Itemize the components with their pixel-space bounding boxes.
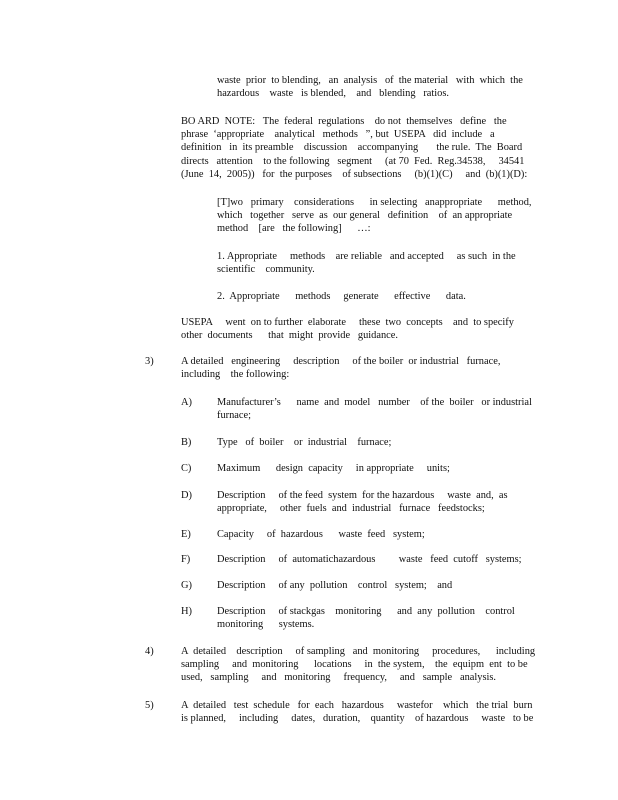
usepa-note-paragraph bbox=[181, 316, 521, 342]
subitem-text bbox=[217, 462, 535, 475]
list-item-number: 4) bbox=[145, 646, 154, 657]
text-line: [T]wo primary considerations in selecting anappropriate method, bbox=[217, 197, 532, 208]
list-item-text bbox=[181, 355, 521, 381]
text-line: 2. Appropriate methods generate effective data. bbox=[217, 291, 466, 302]
text-line: (June 14, 2005)) for the purposes of subsections (b)(1)(C) and (b)(1)(D): bbox=[181, 168, 528, 180]
text-line: scientific community. bbox=[217, 264, 315, 276]
subitem-label: A) bbox=[181, 397, 192, 408]
text-line: BO ARD NOTE: The federal regulations do not themselves define the bbox=[181, 116, 507, 127]
text-line: Description of automatichazardous waste feed cutoff systems; bbox=[217, 554, 522, 565]
text-line: hazardous waste is blended, and blending ratios. bbox=[217, 88, 450, 100]
list-item-number: 3) bbox=[145, 356, 154, 367]
text-line: Manufacturer’s name and model number of the boiler or industrial bbox=[217, 397, 532, 408]
subitem-text bbox=[217, 579, 535, 592]
text-line: A detailed description of sampling and monitoring procedures, including bbox=[181, 646, 536, 657]
list-item-text bbox=[181, 645, 536, 685]
text-line: definition in its preamble discussion accompanying the rule. The Board bbox=[181, 142, 523, 154]
text-line: Description of stackgas monitoring and any pollution control bbox=[217, 606, 515, 617]
subitem-text bbox=[217, 553, 535, 566]
subitem-label: G) bbox=[181, 580, 192, 591]
text-line: sampling and monitoring locations in the system, the equipm ent to be bbox=[181, 659, 528, 671]
text-line: Description of any pollution control system; and bbox=[217, 580, 453, 591]
subitem-label: C) bbox=[181, 463, 192, 474]
text-line: is planned, including dates, duration, quantity of hazardous waste to be bbox=[181, 713, 534, 725]
list-item-number: 5) bbox=[145, 700, 154, 711]
block-quote-item bbox=[217, 290, 527, 303]
continuation-paragraph bbox=[217, 74, 535, 100]
subitem-text bbox=[217, 396, 535, 422]
subitem-label: H) bbox=[181, 606, 192, 617]
text-line: which together serve as our general definition of an appropriate bbox=[217, 210, 513, 222]
text-line: 1. Appropriate methods are reliable and accepted as such in the bbox=[217, 251, 516, 262]
text-line: including the following: bbox=[181, 369, 290, 381]
text-line: method [are the following] …: bbox=[217, 223, 371, 235]
text-line: phrase ‘appropriate analytical methods ”, but USEPA did include a bbox=[181, 129, 495, 141]
text-line: directs attention to the following segment (at 70 Fed. Reg.34538, 34541 bbox=[181, 155, 525, 167]
subitem-label: E) bbox=[181, 529, 191, 540]
board-note-paragraph bbox=[181, 115, 528, 181]
text-line: Description of the feed system for the hazardous waste and, as bbox=[217, 490, 508, 501]
text-line: Capacity of hazardous waste feed system; bbox=[217, 529, 425, 540]
subitem-label: B) bbox=[181, 437, 192, 448]
block-quote-item bbox=[217, 250, 527, 276]
text-line: USEPA went on to further elaborate these two concepts and to specify bbox=[181, 317, 514, 328]
text-line: Type of boiler or industrial furnace; bbox=[217, 437, 392, 448]
subitem-text bbox=[217, 528, 535, 541]
text-line: appropriate, other fuels and industrial furnace feedstocks; bbox=[217, 503, 485, 515]
text-line: furnace; bbox=[217, 410, 252, 422]
text-line: other documents that might provide guidance. bbox=[181, 330, 399, 342]
list-item-text bbox=[181, 699, 534, 725]
subitem-label: F) bbox=[181, 554, 191, 565]
subitem-label: D) bbox=[181, 490, 192, 501]
text-line: waste prior to blending, an analysis of the material with which the bbox=[217, 75, 523, 86]
subitem-text bbox=[217, 605, 535, 631]
subitem-text bbox=[217, 489, 535, 515]
text-line: monitoring systems. bbox=[217, 619, 315, 631]
block-quote-intro bbox=[217, 196, 532, 236]
text-line: Maximum design capacity in appropriate units; bbox=[217, 463, 450, 474]
text-line: used, sampling and monitoring frequency, and sample analysis. bbox=[181, 672, 497, 684]
text-line: A detailed test schedule for each hazardous wastefor which the trial burn bbox=[181, 700, 533, 711]
subitem-text bbox=[217, 436, 535, 449]
text-line: A detailed engineering description of the boiler or industrial furnace, bbox=[181, 356, 501, 367]
